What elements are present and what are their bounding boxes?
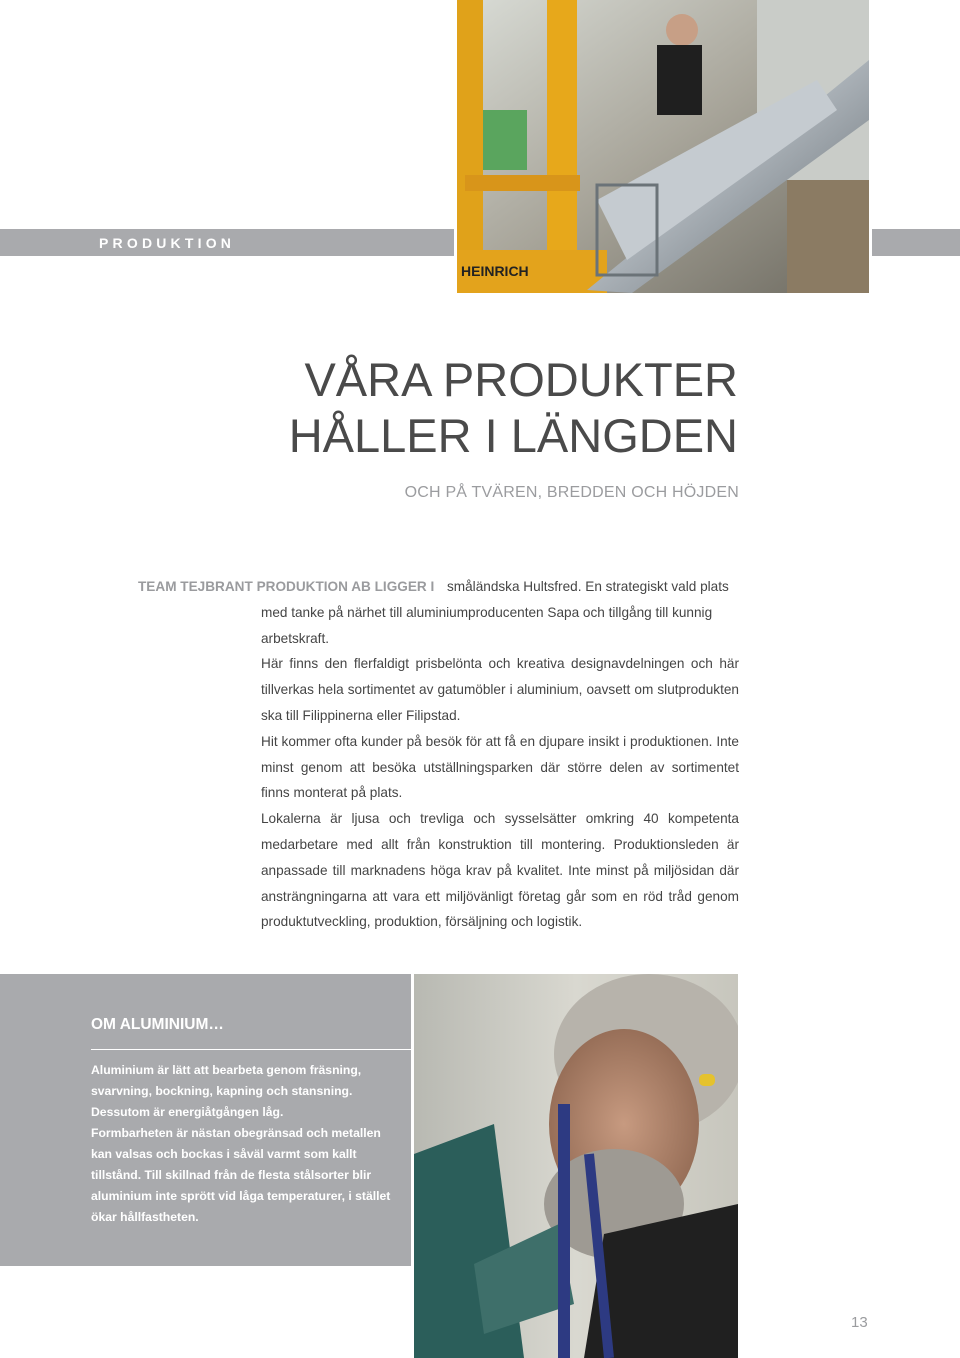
section-label: PRODUKTION [99,235,236,251]
aluminium-paragraph-3: Formbarheten är nästan obegränsad och metallen kan valsas och bockas i såväl varmt som kallt tillstånd. Till skillnad från de flesta stålsorter blir aluminium inte sprött vid låga temperaturer, i stället ökar hållfastheten. [91,1126,391,1224]
aluminium-paragraph-2: Dessutom är energiåtgången låg. [91,1105,284,1119]
body-text [261,574,739,935]
headline-line-2: HÅLLER I LÄNGDEN [288,409,738,462]
intro-lead-rest: småländska Hultsfred. En strategiskt vald plats [447,579,729,594]
headline-line-1: VÅRA PRODUKTER [304,353,738,406]
intro-lead: TEAM TEJBRANT PRODUKTION AB LIGGER I [138,579,435,594]
body-paragraph-2: Hit kommer ofta kunder på besök för att få en djupare insikt i produktionen. Inte minst genom att besöka utställningsparken där större delen av sortimentet finns monterat på plats. [261,733,739,801]
worker-photo [414,974,738,1358]
aluminium-box-text [91,1060,391,1228]
section-band-right [872,229,960,256]
forklift-brand-text: HEINRICH [461,263,529,279]
page-headline [289,352,738,464]
factory-photo [457,0,869,293]
page-subheadline: OCH PÅ TVÄREN, BREDDEN OCH HÖJDEN [404,484,739,501]
body-paragraph-3: Lokalerna är ljusa och trevliga och sysselsätter omkring 40 kompetenta medarbetare med allt från konstruktion till montering. Produktionsleden är anpassade till marknadens höga krav på kvalitet. Inte minst på miljösidan där ansträngningarna att vara ett miljövänligt företag går som en röd tråd genom produktutveckling, produktion, försäljning och logistik. [261,811,739,930]
intro-line-3: arbetskraft. [261,630,329,646]
aluminium-paragraph-1: Aluminium är lätt att bearbeta genom fräsning, svarvning, bockning, kapning och stansning. [91,1063,362,1098]
body-paragraph-1: Här finns den flerfaldigt prisbelönta och kreativa designavdelningen och här tillverkas hela sortimentet av gatumöbler i aluminium, oavsett om slutprodukten ska till Filippinerna eller Filipstad. [261,656,739,723]
aluminium-box-title: OM ALUMINIUM… [91,1016,224,1033]
aluminium-box-divider [91,1049,411,1050]
page-number: 13 [851,1314,868,1331]
intro-line-2: med tanke på närhet till aluminiumproducenten Sapa och tillgång till kunnig [261,604,713,620]
